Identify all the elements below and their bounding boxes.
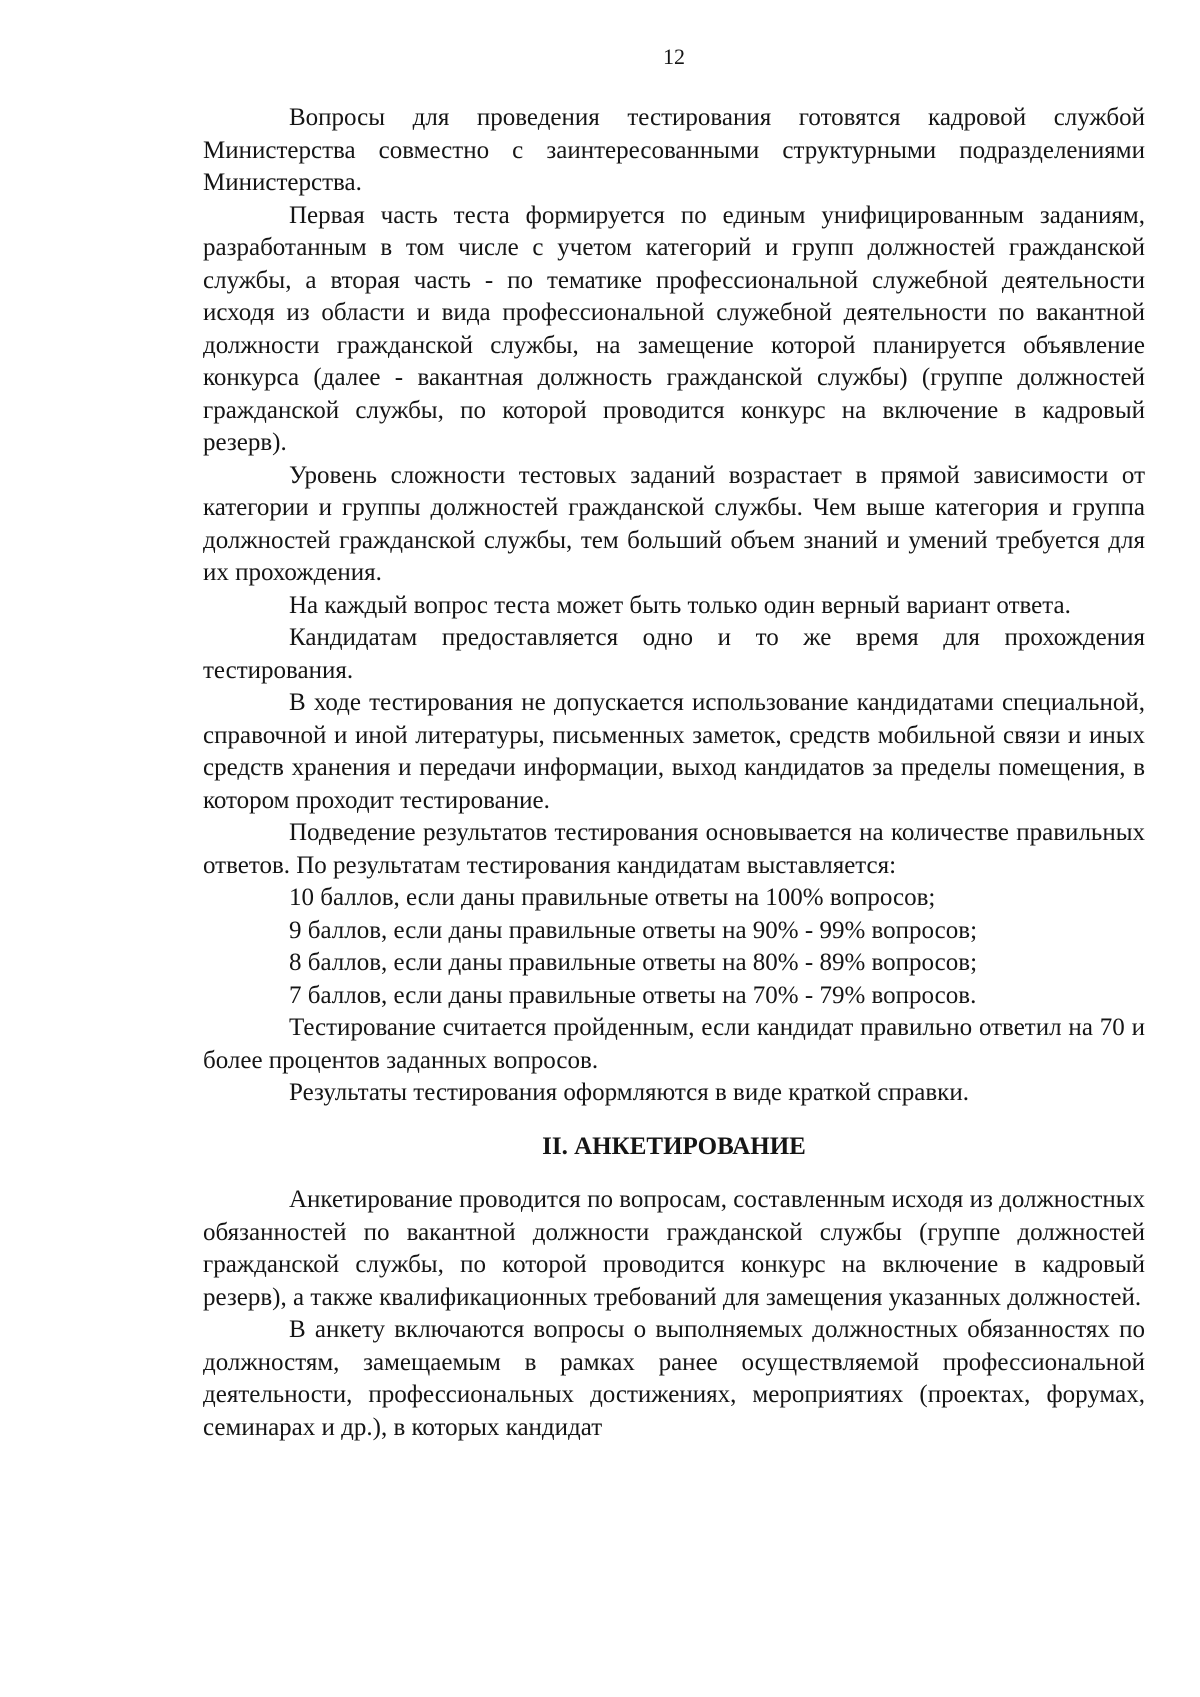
paragraph-results-report: Результаты тестирования оформляются в виде краткой справки. xyxy=(289,1079,969,1106)
score-item-10: 10 баллов, если даны правильные ответы на 100% вопросов; xyxy=(289,884,936,911)
paragraph-questionnaire-basis: Анкетирование проводится по вопросам, составленным исходя из должностных обязанностей по вакантной должности гражданской службы (группе должностей гражданской службы, по которой проводится конкурс на включение в кадровый резерв), а также квалификационных требований для замещения указанных должностей. xyxy=(203,1186,1145,1311)
paragraph-test-parts: Первая часть теста формируется по единым унифицированным заданиям, разработанным в том числе с учетом категорий и групп должностей гражданской службы, а вторая часть - по тематике профессиональной служебной деятельности исходя из области и вида профессиональной служебной деятельности по вакантной должности гражданской службы, на замещение которой планируется объявление конкурса (далее - вакантная должность гражданской службы) (группе должностей гражданской службы, по которой проводится конкурс на включение в кадровый резерв). xyxy=(203,201,1145,456)
paragraph-single-answer: На каждый вопрос теста может быть только один верный вариант ответа. xyxy=(289,591,1071,619)
score-item-9: 9 баллов, если даны правильные ответы на 90% - 99% вопросов; xyxy=(289,916,978,944)
document-body xyxy=(203,102,1145,1444)
page-number: 12 xyxy=(663,44,685,69)
paragraph-pass-threshold: Тестирование считается пройденным, если кандидат правильно ответил на 70 и более процентов заданных вопросов. xyxy=(203,1014,1145,1074)
section-heading: II. АНКЕТИРОВАНИЕ xyxy=(542,1132,806,1160)
paragraph-questions-preparation: Вопросы для проведения тестирования готовятся кадровой службой Министерства совместно с заинтересованными структурными подразделениями Министерства. xyxy=(203,104,1145,196)
paragraph-questionnaire-content: В анкету включаются вопросы о выполняемых должностных обязанностях по должностям, замещаемым в рамках ранее осуществляемой профессиональной деятельности, профессиональных достижениях, мероприятиях (проектах, форумах, семинарах и др.), в которых кандидат xyxy=(203,1316,1145,1441)
paragraph-difficulty-level: Уровень сложности тестовых заданий возрастает в прямой зависимости от категории и группы должностей гражданской службы. Чем выше категория и группа должностей гражданской службы, тем больший объем знаний и умений требуется для их прохождения. xyxy=(203,461,1145,586)
score-item-8: 8 баллов, если даны правильные ответы на 80% - 89% вопросов; xyxy=(289,949,978,976)
paragraph-results-basis: Подведение результатов тестирования основывается на количестве правильных ответов. По результатам тестирования кандидатам выставляется: xyxy=(203,819,1145,879)
score-item-7: 7 баллов, если даны правильные ответы на 70% - 79% вопросов. xyxy=(289,981,977,1009)
paragraph-prohibitions: В ходе тестирования не допускается использование кандидатами специальной, справочной и иной литературы, письменных заметок, средств мобильной связи и иных средств хранения и передачи информации, выход кандидатов за пределы помещения, в котором проходит тестирование. xyxy=(203,689,1145,814)
paragraph-equal-time: Кандидатам предоставляется одно и то же время для прохождения тестирования. xyxy=(203,624,1145,684)
